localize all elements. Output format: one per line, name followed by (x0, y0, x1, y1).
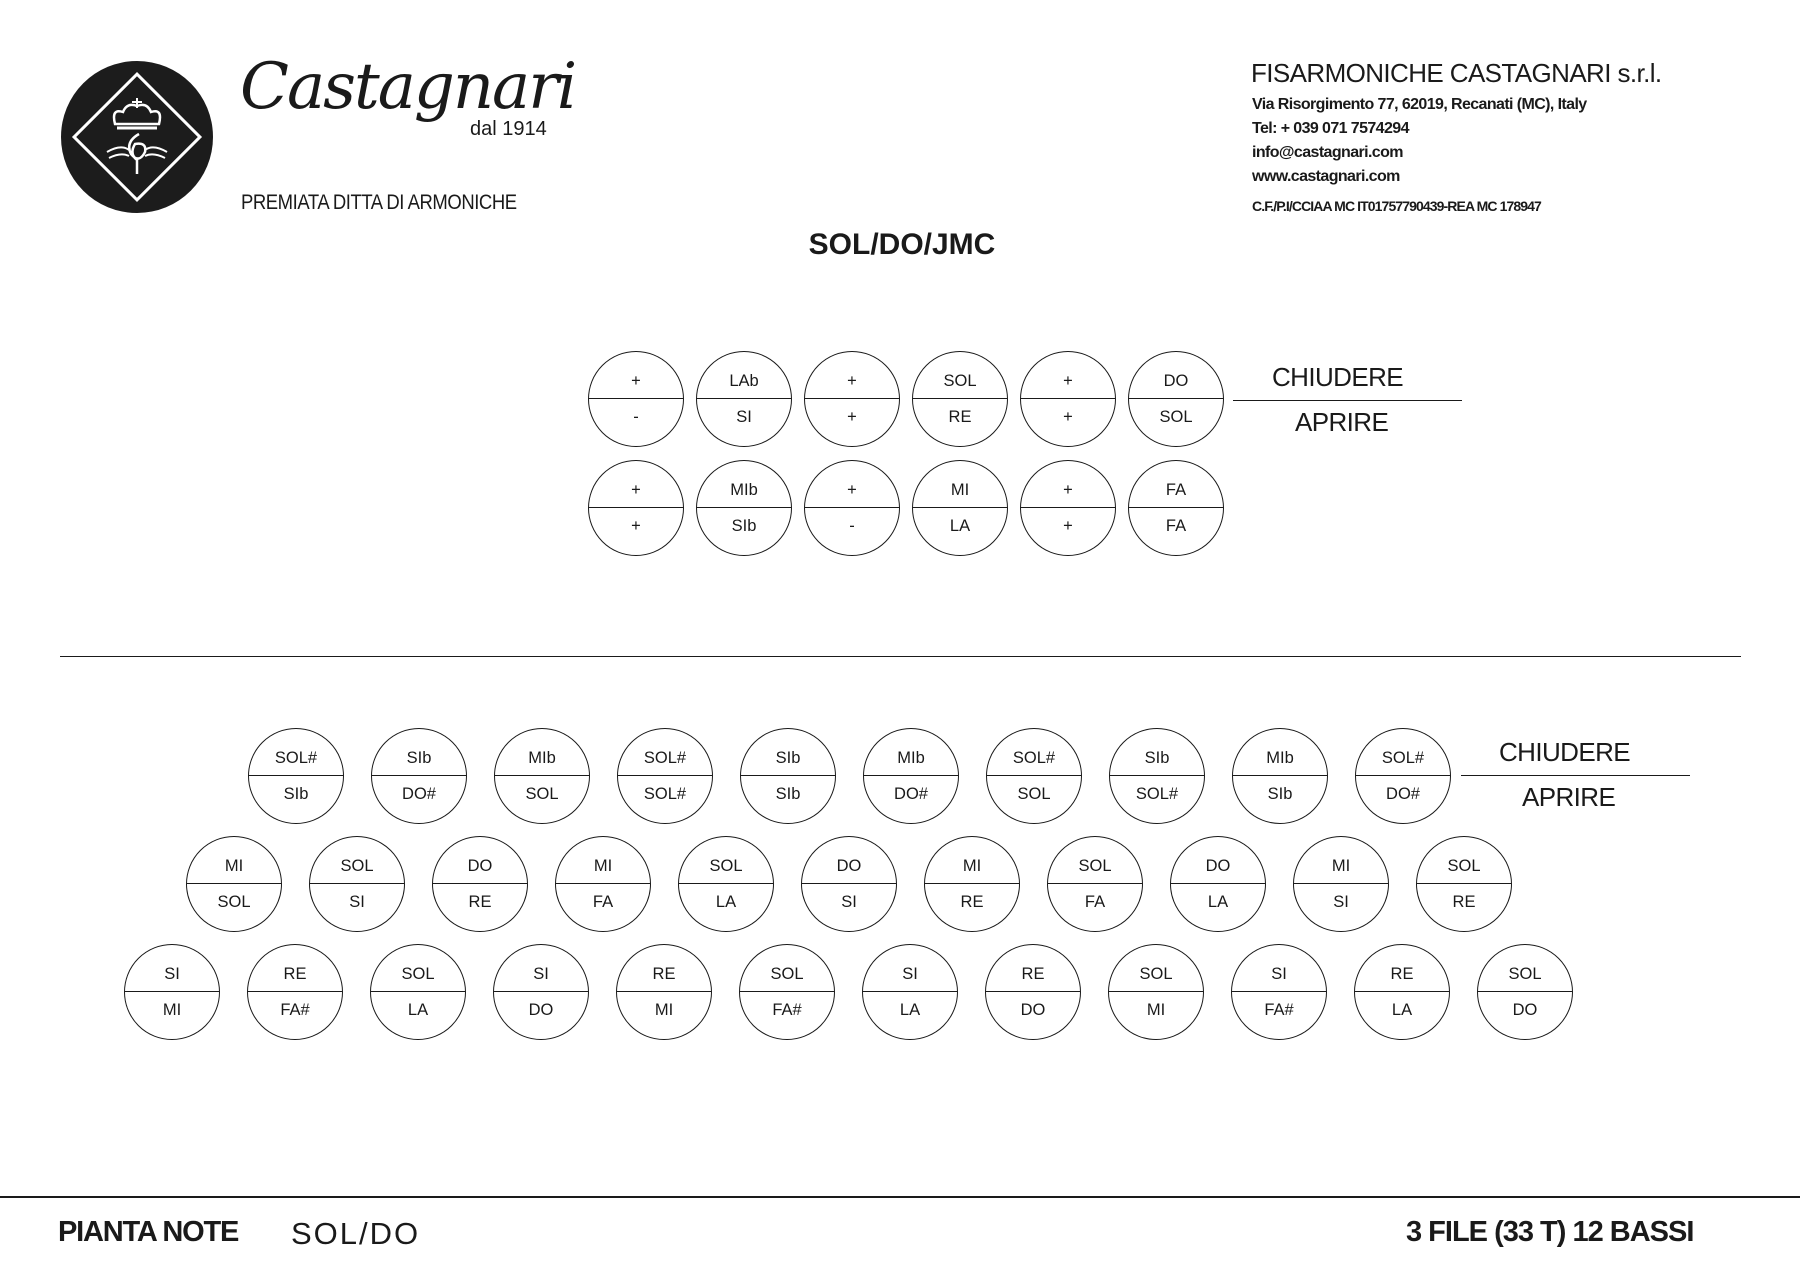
note-closing: MIb (1266, 749, 1294, 767)
note-divider (1232, 991, 1326, 992)
note-divider (125, 991, 219, 992)
note-button (370, 944, 466, 1040)
note-closing: MI (962, 857, 982, 875)
note-button (1108, 944, 1204, 1040)
note-divider (187, 883, 281, 884)
note-opening: SIb (775, 785, 801, 803)
note-opening: DO# (402, 785, 436, 803)
note-closing: SOL (1139, 965, 1173, 983)
legend-closing: CHIUDERE (1272, 362, 1403, 392)
note-divider (248, 991, 342, 992)
note-button (1231, 944, 1327, 1040)
note-closing: SOL (709, 857, 743, 875)
note-closing: MIb (730, 481, 758, 499)
note-opening: + (1063, 517, 1073, 535)
note-opening: MI (1146, 1001, 1166, 1019)
note-button (186, 836, 282, 932)
note-closing: DO (1205, 857, 1231, 875)
note-closing: SOL (1447, 857, 1481, 875)
company-website: www.castagnari.com (1252, 168, 1400, 185)
note-divider (1417, 883, 1511, 884)
note-button (1128, 460, 1224, 556)
note-closing: SIb (406, 749, 432, 767)
note-button (1020, 351, 1116, 447)
note-closing: SOL (401, 965, 435, 983)
note-button (1232, 728, 1328, 824)
note-button (588, 351, 684, 447)
note-button (924, 836, 1020, 932)
note-closing: FA (1165, 481, 1187, 499)
note-closing: MI (593, 857, 613, 875)
note-closing: MIb (897, 749, 925, 767)
note-divider (371, 991, 465, 992)
note-closing: + (847, 481, 857, 499)
note-divider (1110, 775, 1204, 776)
note-opening: SIb (1267, 785, 1293, 803)
note-closing: SIb (1144, 749, 1170, 767)
note-button (493, 944, 589, 1040)
note-opening: RE (468, 893, 492, 911)
note-divider (913, 398, 1007, 399)
note-button (912, 351, 1008, 447)
note-divider (802, 883, 896, 884)
note-closing: RE (1390, 965, 1414, 983)
note-divider (1129, 398, 1223, 399)
note-button (1047, 836, 1143, 932)
note-button (1170, 836, 1266, 932)
note-closing: + (631, 481, 641, 499)
note-closing: RE (652, 965, 676, 983)
note-opening: MI (654, 1001, 674, 1019)
note-divider (589, 398, 683, 399)
note-button (494, 728, 590, 824)
note-button (985, 944, 1081, 1040)
note-button (309, 836, 405, 932)
note-opening: LA (1207, 893, 1229, 911)
note-button (804, 460, 900, 556)
note-button (432, 836, 528, 932)
legend-divider (1461, 775, 1690, 776)
note-opening: SOL# (643, 785, 687, 803)
note-button (678, 836, 774, 932)
note-opening: + (1063, 408, 1073, 426)
note-divider (1129, 507, 1223, 508)
note-divider (1233, 775, 1327, 776)
note-closing: MIb (528, 749, 556, 767)
note-button (986, 728, 1082, 824)
note-divider (805, 398, 899, 399)
note-closing: SIb (775, 749, 801, 767)
note-divider (1171, 883, 1265, 884)
note-button (1109, 728, 1205, 824)
note-opening: RE (948, 408, 972, 426)
note-divider (372, 775, 466, 776)
note-opening: SOL (1017, 785, 1051, 803)
note-divider (249, 775, 343, 776)
note-divider (1109, 991, 1203, 992)
note-opening: FA (592, 893, 614, 911)
note-divider (863, 991, 957, 992)
note-opening: + (847, 408, 857, 426)
note-divider (433, 883, 527, 884)
note-button (617, 728, 713, 824)
note-opening: DO (528, 1001, 554, 1019)
note-opening: SIb (283, 785, 309, 803)
brand-wordmark: Castagnari (240, 50, 576, 124)
note-opening: LA (949, 517, 971, 535)
note-closing: SOL (770, 965, 804, 983)
note-button (801, 836, 897, 932)
note-divider (697, 398, 791, 399)
footer-rule (0, 1196, 1800, 1198)
note-closing: DO (836, 857, 862, 875)
brand-tagline: PREMIATA DITTA DI ARMONICHE (241, 191, 517, 214)
note-divider (987, 775, 1081, 776)
note-button (696, 460, 792, 556)
note-closing: SI (1271, 965, 1287, 983)
note-closing: SI (533, 965, 549, 983)
note-closing: SI (902, 965, 918, 983)
footer-tuning: SOL/DO (291, 1216, 421, 1251)
note-opening: DO# (894, 785, 928, 803)
company-address: Via Risorgimento 77, 62019, Recanati (MC), Italy (1252, 96, 1587, 113)
note-opening: SIb (731, 517, 757, 535)
crown-treble-clef-icon (101, 94, 173, 180)
note-opening: SOL (525, 785, 559, 803)
note-opening: SI (736, 408, 752, 426)
note-closing: DO (1163, 372, 1189, 390)
note-closing: SOL (1078, 857, 1112, 875)
note-closing: MI (950, 481, 970, 499)
note-opening: LA (1391, 1001, 1413, 1019)
company-fiscal-ids: C.F./P.I/CCIAA MC IT01757790439-REA MC 178947 (1252, 198, 1541, 214)
note-button (124, 944, 220, 1040)
note-divider (864, 775, 958, 776)
note-button (588, 460, 684, 556)
note-closing: SOL (340, 857, 374, 875)
note-opening: SI (841, 893, 857, 911)
footer-spec: 3 FILE (33 T) 12 BASSI (1406, 1216, 1694, 1248)
note-closing: RE (1021, 965, 1045, 983)
note-divider (556, 883, 650, 884)
founded-year: dal 1914 (470, 118, 547, 140)
note-divider (741, 775, 835, 776)
note-opening: LA (407, 1001, 429, 1019)
note-button (1354, 944, 1450, 1040)
note-opening: SOL (217, 893, 251, 911)
note-button (739, 944, 835, 1040)
note-closing: SI (164, 965, 180, 983)
note-divider (679, 883, 773, 884)
note-divider (1356, 775, 1450, 776)
note-divider (618, 775, 712, 776)
footer-label: PIANTA NOTE (58, 1216, 239, 1248)
note-button (862, 944, 958, 1040)
note-closing: SOL# (274, 749, 318, 767)
note-closing: MI (224, 857, 244, 875)
note-divider (617, 991, 711, 992)
note-closing: + (847, 372, 857, 390)
note-button (740, 728, 836, 824)
note-opening: LA (899, 1001, 921, 1019)
note-button (247, 944, 343, 1040)
note-opening: SI (1333, 893, 1349, 911)
note-button (696, 351, 792, 447)
note-button (1355, 728, 1451, 824)
note-opening: RE (1452, 893, 1476, 911)
note-divider (1355, 991, 1449, 992)
page-title: SOL/DO/JMC (808, 228, 996, 261)
note-closing: SOL (1508, 965, 1542, 983)
note-divider (697, 507, 791, 508)
note-button (616, 944, 712, 1040)
note-opening: DO# (1386, 785, 1420, 803)
company-name: FISARMONICHE CASTAGNARI s.r.l. (1251, 58, 1662, 88)
note-button (555, 836, 651, 932)
note-opening: + (631, 517, 641, 535)
legend-opening: APRIRE (1295, 407, 1389, 437)
note-divider (494, 991, 588, 992)
note-divider (986, 991, 1080, 992)
note-opening: DO (1512, 1001, 1538, 1019)
note-closing: SOL# (1381, 749, 1425, 767)
company-email: info@castagnari.com (1252, 144, 1403, 161)
note-divider (1294, 883, 1388, 884)
note-divider (495, 775, 589, 776)
note-button (1477, 944, 1573, 1040)
legend-divider (1233, 400, 1462, 401)
note-closing: MI (1331, 857, 1351, 875)
note-opening: - (633, 408, 639, 426)
note-opening: RE (960, 893, 984, 911)
note-opening: SI (349, 893, 365, 911)
note-closing: SOL# (1012, 749, 1056, 767)
note-opening: FA# (280, 1001, 310, 1019)
note-opening: FA (1084, 893, 1106, 911)
note-divider (1478, 991, 1572, 992)
note-closing: + (1063, 481, 1073, 499)
legend-opening: APRIRE (1522, 782, 1616, 812)
company-phone: Tel: + 039 071 7574294 (1252, 120, 1409, 137)
note-button (804, 351, 900, 447)
note-closing: DO (467, 857, 493, 875)
note-opening: DO (1020, 1001, 1046, 1019)
note-button (1416, 836, 1512, 932)
note-closing: SOL (943, 372, 977, 390)
note-button (1128, 351, 1224, 447)
note-button (912, 460, 1008, 556)
note-opening: - (849, 517, 855, 535)
note-divider (805, 507, 899, 508)
note-opening: MI (162, 1001, 182, 1019)
note-closing: SOL# (643, 749, 687, 767)
note-divider (913, 507, 1007, 508)
section-divider (60, 656, 1741, 657)
legend-closing: CHIUDERE (1499, 737, 1630, 767)
note-divider (925, 883, 1019, 884)
note-opening: FA (1165, 517, 1187, 535)
note-divider (740, 991, 834, 992)
note-opening: SOL# (1135, 785, 1179, 803)
note-opening: LA (715, 893, 737, 911)
note-opening: FA# (772, 1001, 802, 1019)
note-closing: + (631, 372, 641, 390)
note-button (371, 728, 467, 824)
note-closing: RE (283, 965, 307, 983)
note-divider (310, 883, 404, 884)
note-closing: + (1063, 372, 1073, 390)
note-divider (1021, 398, 1115, 399)
note-opening: SOL (1159, 408, 1193, 426)
note-button (863, 728, 959, 824)
note-divider (1048, 883, 1142, 884)
note-button (248, 728, 344, 824)
note-closing: LAb (729, 372, 759, 390)
note-divider (589, 507, 683, 508)
note-opening: FA# (1264, 1001, 1294, 1019)
note-divider (1021, 507, 1115, 508)
note-button (1293, 836, 1389, 932)
note-button (1020, 460, 1116, 556)
